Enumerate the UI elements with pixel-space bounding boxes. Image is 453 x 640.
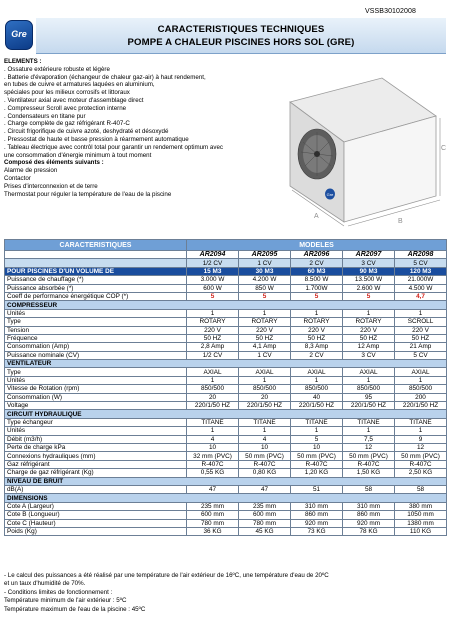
model-power: 1/2 CV	[187, 259, 239, 267]
row-value: 21 Amp	[395, 343, 447, 351]
row-value: 47	[239, 485, 291, 493]
row-value: TITANE	[187, 418, 239, 426]
table-row	[5, 368, 447, 376]
row-value: 2,50 KG	[395, 469, 447, 477]
row-label: Tension	[5, 326, 187, 334]
table-row	[5, 385, 447, 393]
table-row	[5, 351, 447, 359]
row-value: 50 HZ	[187, 334, 239, 342]
row-label: Fréquence	[5, 334, 187, 342]
row-value: 36 KG	[187, 527, 239, 535]
row-label: Unités	[5, 309, 187, 317]
section-header	[5, 494, 447, 502]
row-value: 1	[239, 309, 291, 317]
row-value: R-407C	[343, 460, 395, 468]
row-value: 20	[239, 393, 291, 401]
row-value: 850/500	[187, 385, 239, 393]
row-value: 1/2 CV	[187, 351, 239, 359]
elements-item: . Pressostat de haute et basse pression à réarmement automatique	[4, 135, 189, 143]
row-value: TITANE	[291, 418, 343, 426]
table-header-row	[5, 240, 447, 251]
row-label: Charge de gaz réfrigérant (Kg)	[5, 469, 187, 477]
table-row	[5, 427, 447, 435]
elements-item: . Batterie d'évaporation (échangeur de chaleur gaz-air) à haut rendement,	[4, 73, 206, 81]
row-value: 50 mm (PVC)	[395, 452, 447, 460]
table-row	[5, 326, 447, 334]
row-label: Cote C (Hauteur)	[5, 519, 187, 527]
row-value: 850/500	[395, 385, 447, 393]
row-value: TITANE	[239, 418, 291, 426]
elements-item: . Circuit frigorifique de cuivre azoté, deshydraté et désoxydé	[4, 128, 169, 136]
row-value: 1	[187, 427, 239, 435]
row-label: Consommation (Amp)	[5, 343, 187, 351]
row-value: 78 KG	[343, 527, 395, 535]
cop-value: 5	[239, 292, 291, 300]
model-name: AR2094	[187, 251, 239, 259]
section-title: DIMENSIONS	[5, 494, 447, 502]
row-value: 2 CV	[291, 351, 343, 359]
row-value: 780 mm	[239, 519, 291, 527]
row-value: 58	[395, 485, 447, 493]
cop-value: 5	[343, 292, 395, 300]
model-power: 2 CV	[291, 259, 343, 267]
volume-value: 15 M3	[187, 267, 239, 275]
row-value: 0,55 KG	[187, 469, 239, 477]
row-value: 780 mm	[187, 519, 239, 527]
elements-item: . Condensateurs en titane pur	[4, 112, 86, 120]
product-badge: Gre	[326, 192, 334, 197]
table-row	[5, 443, 447, 451]
table-row	[5, 393, 447, 401]
row-value: 920 mm	[291, 519, 343, 527]
header-characteristics: CARACTERISTIQUES	[5, 240, 187, 251]
volume-value: 90 M3	[343, 267, 395, 275]
row-value: 220/1/50 HZ	[291, 402, 343, 410]
row-value: TITANE	[395, 418, 447, 426]
row-value: 860 mm	[291, 511, 343, 519]
row-label: Connexions hydrauliques (mm)	[5, 452, 187, 460]
table-row	[5, 318, 447, 326]
spec-table	[4, 239, 447, 536]
row-value: 50 mm (PVC)	[291, 452, 343, 460]
models-row	[5, 251, 447, 259]
model-name: AR2097	[343, 251, 395, 259]
row-value: 1	[291, 309, 343, 317]
row-value: 200	[395, 393, 447, 401]
row-value: 51	[291, 485, 343, 493]
row-value: 8.500 W	[291, 276, 343, 284]
row-value: 8,3 Amp	[291, 343, 343, 351]
row-value: 58	[343, 485, 395, 493]
table-row	[5, 485, 447, 493]
table-row	[5, 309, 447, 317]
table-row	[5, 452, 447, 460]
composed-heading: Composé des éléments suivants :	[4, 159, 104, 167]
row-value: 1	[239, 376, 291, 384]
gre-logo-text: Gre	[11, 29, 27, 39]
dimension-c-label: C	[441, 145, 446, 152]
row-value: 12	[343, 443, 395, 451]
composed-item: Contactor	[4, 174, 31, 182]
elements-item: . Ossature extérieure robuste et légère	[4, 65, 110, 73]
row-value: 600 W	[187, 284, 239, 292]
row-value: 20	[187, 393, 239, 401]
row-value: 7,5	[343, 435, 395, 443]
row-value: 1	[187, 376, 239, 384]
row-label: Type	[5, 368, 187, 376]
models-blank	[5, 251, 187, 259]
row-value: AXIAL	[343, 368, 395, 376]
row-label: Poids (Kg)	[5, 527, 187, 535]
row-value: 220 V	[187, 326, 239, 334]
heat-pump-product-image	[286, 72, 446, 232]
row-value: 21.000W	[395, 276, 447, 284]
row-value: ROTARY	[239, 318, 291, 326]
row-label: Type	[5, 318, 187, 326]
elements-item: une consommation d'énergie minimum à tout moment	[4, 151, 152, 159]
model-name: AR2098	[395, 251, 447, 259]
table-row	[5, 435, 447, 443]
row-value: 1	[395, 376, 447, 384]
row-label: Vitesse de Rotation (rpm)	[5, 385, 187, 393]
row-value: 1	[291, 376, 343, 384]
document-reference: VSSB30102008	[365, 8, 417, 15]
section-header	[5, 360, 447, 368]
row-value: 220 V	[343, 326, 395, 334]
row-value: 380 mm	[395, 502, 447, 510]
section-title: VENTILATEUR	[5, 360, 447, 368]
volume-value: 60 M3	[291, 267, 343, 275]
note-line: - Conditions limites de fonctionnement :	[4, 588, 113, 596]
volume-row	[5, 267, 447, 275]
row-value: 220/1/50 HZ	[187, 402, 239, 410]
section-header	[5, 410, 447, 418]
title-banner	[36, 18, 446, 54]
note-line: et un taux d'humidité de 70%.	[4, 580, 86, 588]
row-value: 40	[291, 393, 343, 401]
table-row	[5, 519, 447, 527]
row-value: 1	[187, 309, 239, 317]
row-value: 1	[343, 376, 395, 384]
row-value: 50 HZ	[343, 334, 395, 342]
elements-item: . Tableau électrique avec contrôl total pour garantir un rendement optimum avec	[4, 143, 223, 151]
table-row	[5, 469, 447, 477]
row-value: 50 mm (PVC)	[343, 452, 395, 460]
volume-label: POUR PISCINES D'UN VOLUME DE	[5, 267, 187, 275]
title-line-2: POMPE A CHALEUR PISCINES HORS SOL (GRE)	[127, 37, 355, 48]
row-value: AXIAL	[291, 368, 343, 376]
row-label: Perte de charge kPa	[5, 443, 187, 451]
table-row	[5, 527, 447, 535]
cop-value: 5	[291, 292, 343, 300]
cop-row	[5, 292, 447, 300]
table-row	[5, 334, 447, 342]
row-value: 220 V	[291, 326, 343, 334]
model-power: 3 CV	[343, 259, 395, 267]
model-power: 5 CV	[395, 259, 447, 267]
row-value: 1 CV	[239, 351, 291, 359]
row-value: 220/1/50 HZ	[343, 402, 395, 410]
row-value: 5	[291, 435, 343, 443]
note-line: - Le calcul des puissances a été réalisé par une température de l'air extérieur de 16ºC, une température d'eau de 20ºC	[4, 572, 329, 579]
row-value: 1,50 KG	[343, 469, 395, 477]
row-value: R-407C	[395, 460, 447, 468]
row-value: 47	[187, 485, 239, 493]
row-label: Unités	[5, 427, 187, 435]
elements-item: . Charge complète de gaz réfrigérant R-407-C	[4, 120, 130, 128]
row-value: 600 mm	[187, 511, 239, 519]
note-line: Température maximum de l'eau de la piscine : 45ºC	[4, 605, 146, 613]
row-label: Type échangeur	[5, 418, 187, 426]
row-value: 1	[395, 427, 447, 435]
row-label: Cote B (Longueur)	[5, 511, 187, 519]
volume-value: 120 M3	[395, 267, 447, 275]
gre-logo	[5, 20, 33, 50]
row-value: 920 mm	[343, 519, 395, 527]
table-row	[5, 511, 447, 519]
row-value: 1	[239, 427, 291, 435]
row-label: Consommation (W)	[5, 393, 187, 401]
table-row	[5, 376, 447, 384]
table-row	[5, 402, 447, 410]
row-label: Voltage	[5, 402, 187, 410]
row-value: 235 mm	[239, 502, 291, 510]
row-value: 50 HZ	[395, 334, 447, 342]
table-row	[5, 460, 447, 468]
table-row	[5, 418, 447, 426]
row-value: 1	[395, 309, 447, 317]
row-value: 850/500	[239, 385, 291, 393]
row-value: 2.600 W	[343, 284, 395, 292]
power-row	[5, 259, 447, 267]
row-value: 1.700W	[291, 284, 343, 292]
row-value: 13.500 W	[343, 276, 395, 284]
composed-item: Thermostat pour réguler la température de l'eau de la piscine	[4, 190, 172, 198]
row-value: R-407C	[291, 460, 343, 468]
row-label: Puissance nominale (CV)	[5, 351, 187, 359]
volume-value: 30 M3	[239, 267, 291, 275]
composed-item: Prises d'interconnexion et de terre	[4, 182, 98, 190]
section-header	[5, 301, 447, 309]
row-value: 235 mm	[187, 502, 239, 510]
row-value: 2,8 Amp	[187, 343, 239, 351]
section-title: COMPRESSEUR	[5, 301, 447, 309]
row-value: 5 CV	[395, 351, 447, 359]
row-value: AXIAL	[395, 368, 447, 376]
row-value: 4.500 W	[395, 284, 447, 292]
row-value: AXIAL	[239, 368, 291, 376]
row-value: 220/1/50 HZ	[239, 402, 291, 410]
row-value: 12	[395, 443, 447, 451]
dimension-b-label: B	[398, 218, 403, 225]
elements-item: spéciales pour les milieux corrosifs et littoraux	[4, 89, 130, 97]
row-value: 850 W	[239, 284, 291, 292]
model-power: 1 CV	[239, 259, 291, 267]
row-value: 220 V	[239, 326, 291, 334]
section-title: CIRCUIT HYDRAULIQUE	[5, 410, 447, 418]
row-value: 310 mm	[343, 502, 395, 510]
row-value: 1050 mm	[395, 511, 447, 519]
row-value: 4	[239, 435, 291, 443]
note-line: Température minimum de l'air extérieur : 5ºC	[4, 597, 127, 605]
row-value: 12 Amp	[343, 343, 395, 351]
spec-table-body	[5, 240, 447, 536]
row-label: dB(A)	[5, 485, 187, 493]
row-value: 1	[343, 309, 395, 317]
table-row	[5, 276, 447, 284]
table-row	[5, 284, 447, 292]
row-value: 95	[343, 393, 395, 401]
row-value: 10	[291, 443, 343, 451]
elements-item: . Ventilateur axial avec moteur d'assemblage direct	[4, 96, 144, 104]
row-value: SCROLL	[395, 318, 447, 326]
row-value: 4.200 W	[239, 276, 291, 284]
row-value: 860 mm	[343, 511, 395, 519]
row-label: Gaz réfrigérant	[5, 460, 187, 468]
elements-item: en tubes de cuivre et armatures laquées en aluminium,	[4, 81, 155, 89]
table-row	[5, 502, 447, 510]
row-value: R-407C	[239, 460, 291, 468]
row-value: TITANE	[343, 418, 395, 426]
model-name: AR2096	[291, 251, 343, 259]
row-value: 850/500	[291, 385, 343, 393]
section-header	[5, 477, 447, 485]
row-value: 1	[291, 427, 343, 435]
section-title: NIVEAU DE BRUIT	[5, 477, 447, 485]
row-value: 0,80 KG	[239, 469, 291, 477]
row-value: 110 KG	[395, 527, 447, 535]
row-value: 45 KG	[239, 527, 291, 535]
row-value: ROTARY	[187, 318, 239, 326]
dimension-a-label: A	[314, 213, 319, 220]
row-value: 1,20 KG	[291, 469, 343, 477]
row-value: 10	[239, 443, 291, 451]
row-value: 850/500	[343, 385, 395, 393]
header-models: MODELES	[187, 240, 447, 251]
row-value: 310 mm	[291, 502, 343, 510]
row-value: ROTARY	[291, 318, 343, 326]
row-value: 600 mm	[239, 511, 291, 519]
row-label: Puissance de chauffage (*)	[5, 276, 187, 284]
cop-value: 4,7	[395, 292, 447, 300]
composed-item: Alarme de pression	[4, 167, 58, 175]
row-value: 3 CV	[343, 351, 395, 359]
elements-heading: ELEMENTS :	[4, 58, 42, 65]
row-label: Puissance absorbée (*)	[5, 284, 187, 292]
model-name: AR2095	[239, 251, 291, 259]
cop-label: Coeff de performance énergétique COP (*)	[5, 292, 187, 300]
row-value: R-407C	[187, 460, 239, 468]
table-row	[5, 343, 447, 351]
row-value: 3.000 W	[187, 276, 239, 284]
row-value: 4	[187, 435, 239, 443]
row-value: 50 mm (PVC)	[239, 452, 291, 460]
row-label: Unités	[5, 376, 187, 384]
row-label: Débit (m3/h)	[5, 435, 187, 443]
row-value: 220/1/50 HZ	[395, 402, 447, 410]
cop-value: 5	[187, 292, 239, 300]
row-value: 1	[343, 427, 395, 435]
row-value: 32 mm (PVC)	[187, 452, 239, 460]
power-blank	[5, 259, 187, 267]
row-value: AXIAL	[187, 368, 239, 376]
row-value: 9	[395, 435, 447, 443]
row-value: 10	[187, 443, 239, 451]
row-value: 50 HZ	[291, 334, 343, 342]
row-value: 50 HZ	[239, 334, 291, 342]
notes	[4, 572, 444, 614]
row-value: 220 V	[395, 326, 447, 334]
row-value: 4,1 Amp	[239, 343, 291, 351]
row-value: 1380 mm	[395, 519, 447, 527]
row-value: ROTARY	[343, 318, 395, 326]
row-value: 73 KG	[291, 527, 343, 535]
intro-text	[4, 58, 334, 198]
title-line-1: CARACTERISTIQUES TECHNIQUES	[157, 24, 325, 35]
elements-item: . Compresseur Scroll avec protection interne	[4, 104, 127, 112]
row-label: Cote A (Largeur)	[5, 502, 187, 510]
